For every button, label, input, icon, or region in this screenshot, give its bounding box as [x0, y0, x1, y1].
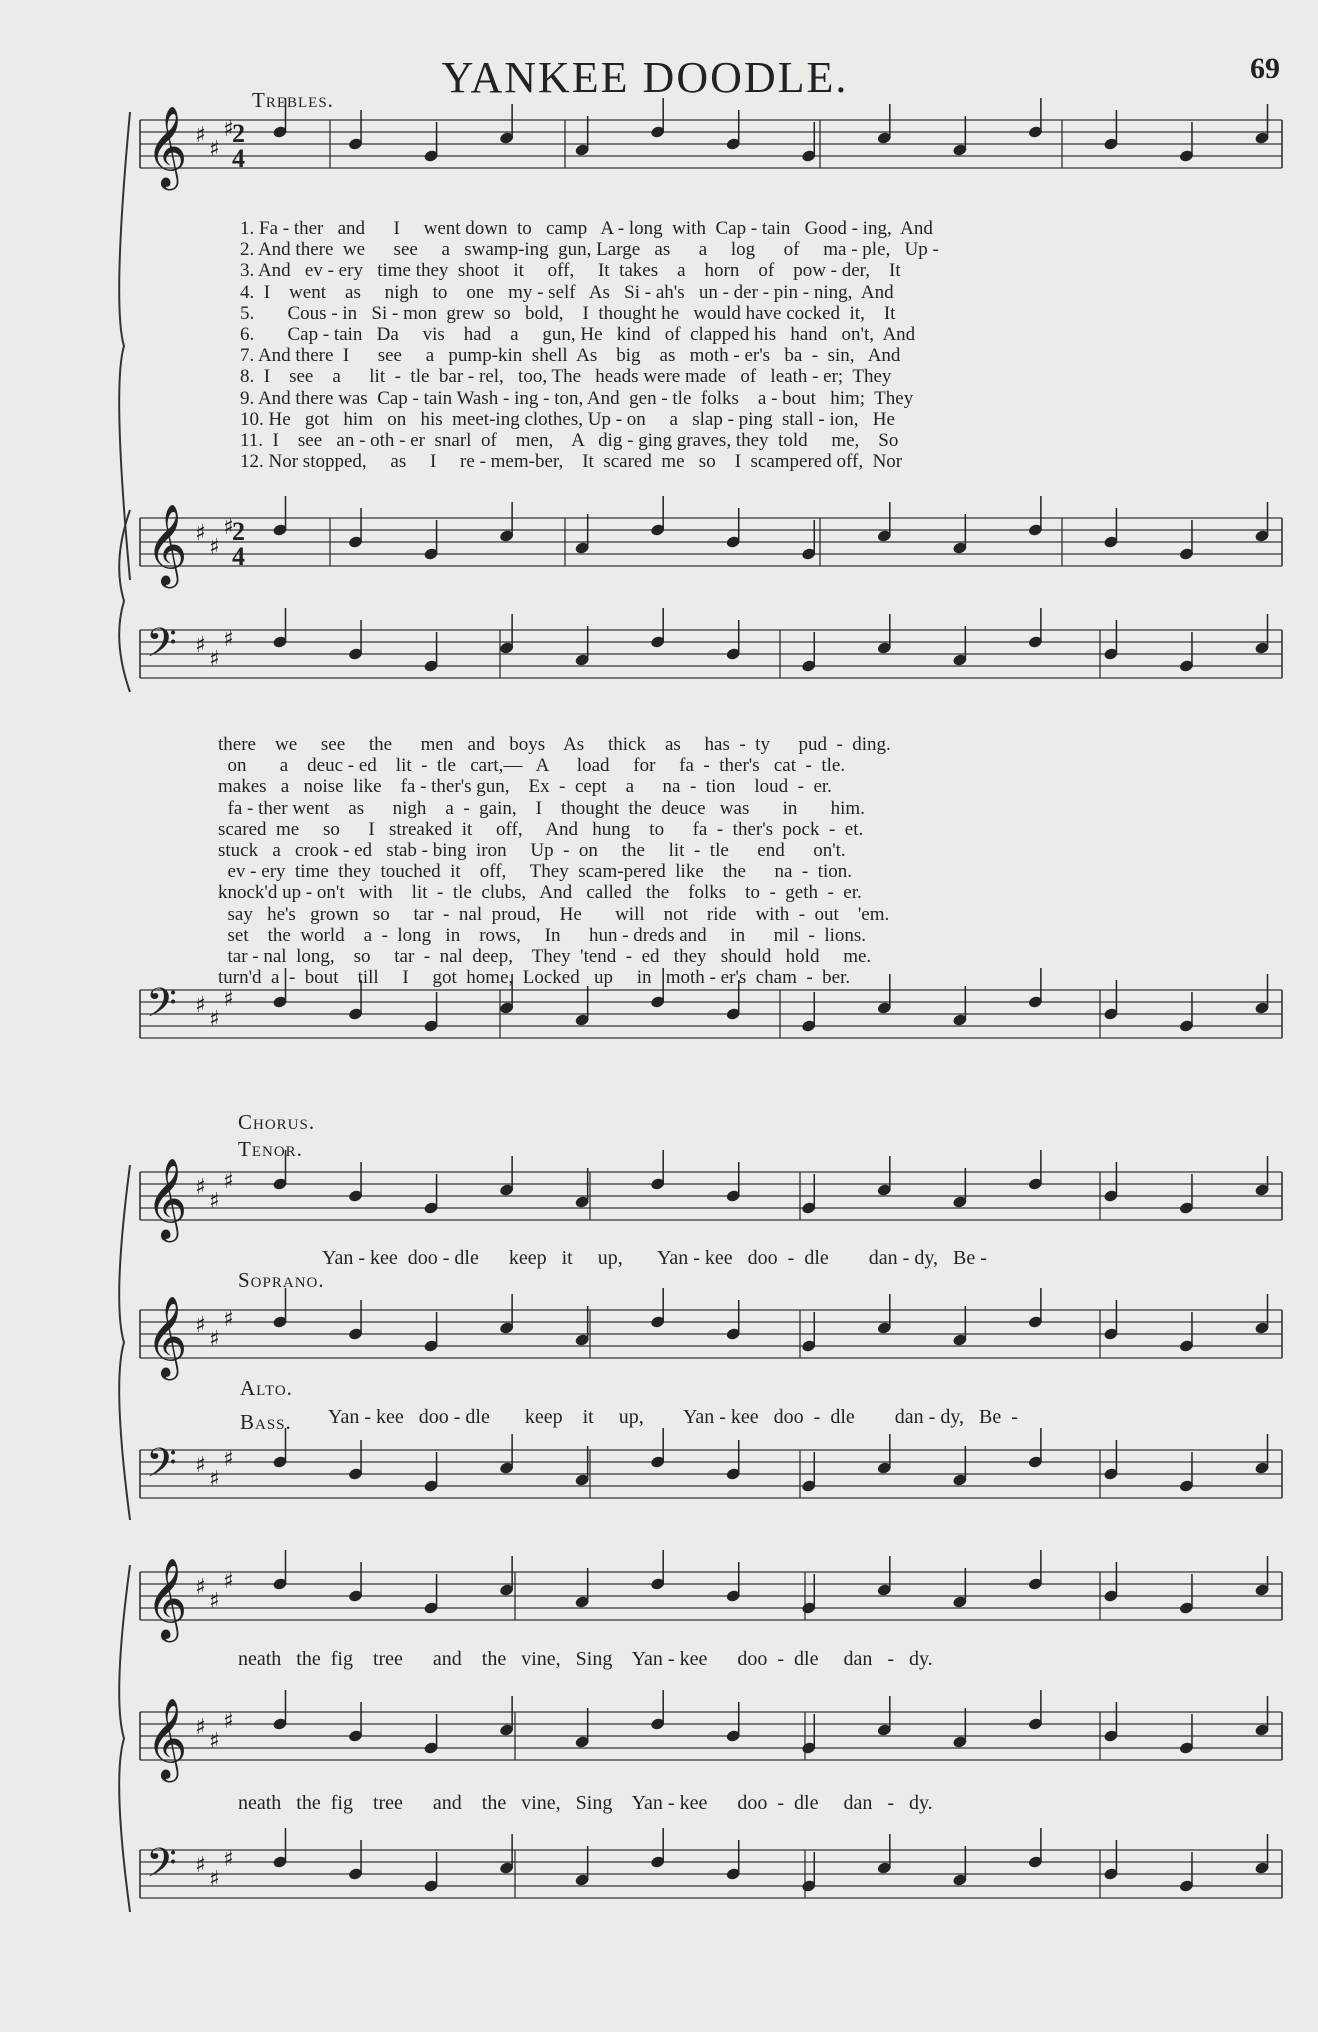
verse-line: 7. And there I see a pump-kin shell As big as moth - er's ba - sin, And	[240, 345, 901, 367]
verses-part-2	[218, 734, 1228, 988]
verse-line: 9. And there was Cap - tain Wash - ing - ton, And gen - tle folks a - bout him; They	[240, 387, 914, 409]
verse-line: tar - nal long, so tar - nal deep, They 'tend - ed they should hold me.	[218, 945, 872, 967]
label-bass: Bass.	[240, 1410, 292, 1434]
verse-line: scared me so I streaked it off, And hung to fa - ther's pock - et.	[218, 818, 864, 840]
svg-text:♯: ♯	[223, 1447, 234, 1472]
svg-text:♯: ♯	[195, 521, 206, 546]
verse-line: 10. He got him on his meet-ing clothes, Up - on a slap - ping stall - ion, He	[240, 408, 895, 430]
svg-text:♯: ♯	[195, 1575, 206, 1600]
svg-text:♯: ♯	[209, 535, 220, 560]
svg-text:♯: ♯	[209, 647, 220, 672]
svg-text:𝄞: 𝄞	[146, 1295, 188, 1377]
svg-text:♯: ♯	[195, 993, 206, 1018]
svg-text:♯: ♯	[195, 1313, 206, 1338]
svg-text:♯: ♯	[195, 123, 206, 148]
svg-text:4: 4	[232, 542, 245, 571]
svg-text:♯: ♯	[223, 515, 234, 540]
song-title: YANKEE DOODLE.	[441, 53, 849, 102]
verse-line: turn'd a - bout till I got home, Locked up in moth - er's cham - ber.	[218, 967, 851, 989]
verse-line: fa - ther went as nigh a - gain, I thought the deuce was in him.	[218, 797, 865, 819]
label-trebles: Trebles.	[252, 88, 334, 112]
svg-text:♯: ♯	[223, 1709, 234, 1734]
label-chorus: Chorus.	[238, 1110, 316, 1134]
svg-text:2: 2	[232, 517, 245, 546]
svg-text:𝄞: 𝄞	[146, 503, 188, 585]
svg-text:♯: ♯	[195, 1715, 206, 1740]
page-number: 69	[1250, 52, 1280, 85]
chorus-lyrics-tenor-1: Yan - kee doo - dle keep it up, Yan - kee doo - dle dan - dy, Be -	[322, 1247, 987, 1269]
verse-line: stuck a crook - ed stab - bing iron Up - on the lit - tle end on't.	[218, 839, 846, 861]
verse-line: 3. And ev - ery time they shoot it off, It takes a horn of pow - der, It	[240, 260, 901, 282]
svg-text:♯: ♯	[223, 1307, 234, 1332]
verse-line: 11. I see an - oth - er snarl of men, A dig - ging graves, they told me, So	[240, 429, 899, 451]
svg-text:♯: ♯	[209, 137, 220, 162]
svg-text:♯: ♯	[209, 1007, 220, 1032]
verse-line: on a deuc - ed lit - tle cart,— A load for fa - ther's cat - tle.	[218, 755, 846, 777]
svg-text:♯: ♯	[209, 1589, 220, 1614]
svg-text:𝄞: 𝄞	[146, 1697, 188, 1779]
svg-text:♯: ♯	[223, 987, 234, 1012]
svg-text:𝄢: 𝄢	[146, 1440, 177, 1496]
svg-text:♯: ♯	[223, 627, 234, 652]
chorus-lyrics-tenor-2: neath the fig tree and the vine, Sing Yan - kee doo - dle dan - dy.	[238, 1648, 933, 1670]
verse-line: 1. Fa - ther and I went down to camp A - long with Cap - tain Good - ing, And	[240, 218, 933, 239]
svg-text:♯: ♯	[209, 1467, 220, 1492]
label-tenor: Tenor.	[238, 1137, 303, 1161]
verse-line: 4. I went as nigh to one my - self As Si - ah's un - der - pin - ning, And	[240, 281, 894, 303]
label-soprano: Soprano.	[238, 1268, 325, 1292]
svg-text:𝄢: 𝄢	[146, 620, 177, 676]
label-alto: Alto.	[240, 1376, 293, 1400]
verses-part-1	[240, 218, 1250, 472]
chorus-lyrics-sa-2: neath the fig tree and the vine, Sing Yan - kee doo - dle dan - dy.	[238, 1792, 933, 1814]
svg-text:𝄢: 𝄢	[146, 1840, 177, 1896]
verse-line: 6. Cap - tain Da vis had a gun, He kind of clapped his hand on't, And	[240, 323, 916, 345]
svg-text:4: 4	[232, 144, 245, 173]
svg-text:2: 2	[232, 119, 245, 148]
svg-text:♯: ♯	[223, 117, 234, 142]
svg-text:♯: ♯	[223, 1847, 234, 1872]
svg-text:♯: ♯	[209, 1867, 220, 1892]
verse-line: knock'd up - on't with lit - tle clubs, And called the folks to - geth - er.	[218, 882, 862, 904]
svg-text:♯: ♯	[195, 1853, 206, 1878]
verse-line: 12. Nor stopped, as I re - mem-ber, It scared me so I scampered off, Nor	[240, 451, 903, 473]
chorus-lyrics-sa-1: Yan - kee doo - dle keep it up, Yan - kee doo - dle dan - dy, Be -	[328, 1406, 1018, 1428]
verse-line: 2. And there we see a swamp-ing gun, Large as a log of ma - ple, Up -	[240, 239, 939, 261]
svg-text:♯: ♯	[223, 1569, 234, 1594]
svg-text:♯: ♯	[195, 1175, 206, 1200]
svg-text:♯: ♯	[223, 1169, 234, 1194]
svg-text:♯: ♯	[209, 1189, 220, 1214]
svg-text:𝄞: 𝄞	[146, 1557, 188, 1639]
svg-text:𝄞: 𝄞	[146, 105, 188, 187]
svg-text:𝄞: 𝄞	[146, 1157, 188, 1239]
verse-line: there we see the men and boys As thick as has - ty pud - ding.	[218, 734, 891, 755]
svg-text:♯: ♯	[195, 633, 206, 658]
svg-text:♯: ♯	[209, 1729, 220, 1754]
verse-line: ev - ery time they touched it off, They scam-pered like the na - tion.	[218, 861, 853, 883]
verse-line: makes a noise like fa - ther's gun, Ex - cept a na - tion loud - er.	[218, 776, 832, 798]
verse-line: 8. I see a lit - tle bar - rel, too, The heads were made of leath - er; They	[240, 366, 892, 388]
verse-line: say he's grown so tar - nal proud, He will not ride with - out 'em.	[218, 903, 890, 925]
svg-text:♯: ♯	[195, 1453, 206, 1478]
svg-text:𝄢: 𝄢	[146, 980, 177, 1036]
verse-line: 5. Cous - in Si - mon grew so bold, I thought he would have cocked it, It	[240, 302, 896, 324]
verse-line: set the world a - long in rows, In hun - dreds and in mil - lions.	[218, 924, 867, 946]
svg-text:♯: ♯	[209, 1327, 220, 1352]
